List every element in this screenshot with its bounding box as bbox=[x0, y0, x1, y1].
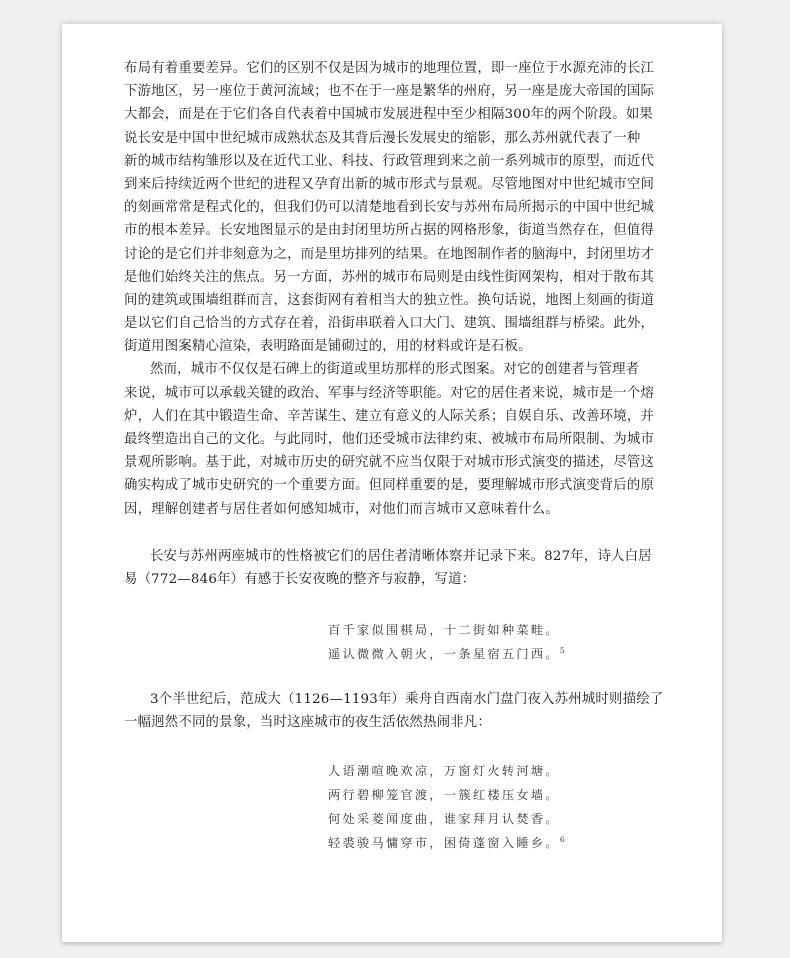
text-line: 然而，城市不仅仅是石碑上的街道或里坊那样的形式图案。对它的创建者与管理者 bbox=[150, 362, 640, 378]
text-line: 是他们始终关注的焦点。另一方面，苏州的城市布局则是由线性街网架构，相对于散布其 bbox=[124, 269, 655, 285]
text-line: 炉，人们在其中锻造生命、辛苦谋生、建立有意义的人际关系；自娱自乐、改善环境，并 bbox=[124, 408, 655, 424]
poem-line bbox=[328, 618, 565, 642]
text-line: 新的城市结构雏形以及在近代工业、科技、行政管理到来之前一系列城市的原型，而近代 bbox=[124, 153, 655, 169]
poem-line-text: 人语潮喧晚欢凉，万窗灯火转河塘。 bbox=[328, 764, 560, 778]
poem-line-text: 遥认微微入朝火，一条星宿五门西。 bbox=[328, 647, 560, 661]
text-line: 讨论的是它们并非刻意为之，而是里坊排列的结果。在地图制作者的脑海中，封闭里坊才 bbox=[124, 246, 655, 262]
text-line: 的刻画常常是程式化的，但我们仍可以清楚地看到长安与苏州布局所揭示的中国中世纪城 bbox=[124, 200, 655, 216]
text-line: 布局有着重要差异。它们的区别不仅是因为城市的地理位置，即一座位于水源充沛的长江 bbox=[124, 61, 655, 76]
text-line: 街道用图案精心渲染，表明路面是铺砌过的，用的材料或许是石板。 bbox=[124, 339, 532, 355]
poem-bai-juyi bbox=[328, 618, 565, 666]
poem-line-text: 轻裘骏马慵穿市，困倚蓬窗入睡乡。 bbox=[328, 836, 560, 850]
footnote-marker: 6 bbox=[559, 834, 565, 844]
poem-line bbox=[328, 642, 565, 666]
poem-line bbox=[328, 831, 565, 855]
poem-line-text: 两行碧柳笼官渡，一簇红楼压女墙。 bbox=[328, 788, 560, 802]
text-line: 长安与苏州两座城市的性格被它们的居住者清晰体察并记录下来。827年，诗人白居 bbox=[150, 549, 652, 564]
body-text bbox=[124, 57, 655, 521]
text-line: 来说，城市可以承载关键的政治、军事与经济等职能。对它的居住者来说，城市是一个熔 bbox=[124, 385, 655, 401]
text-line: 是以它们自己恰当的方式存在着，沿街串联着入口大门、建筑、围墙组群与桥梁。此外， bbox=[124, 316, 655, 332]
poem-line bbox=[328, 759, 565, 783]
text-line: 市的根本差异。长安地图显示的是由封闭里坊所占据的网格形象，街道当然存在，但值得 bbox=[124, 223, 655, 239]
footnote-marker: 5 bbox=[559, 645, 565, 655]
text-line: 说长安是中国中世纪城市成熟状态及其背后漫长发展史的缩影，那么苏州就代表了一种 bbox=[124, 130, 641, 146]
text-line: 下游地区，另一座位于黄河流域；也不在于一座是繁华的州府，另一座是庞大帝国的国际 bbox=[124, 84, 655, 100]
text-line: 3个半世纪后，范成大（1126—1193年）乘舟自西南水门盘门夜入苏州城时则描绘了 bbox=[150, 692, 664, 707]
book-page bbox=[62, 24, 722, 942]
text-line: 间的建筑或围墙组群而言，这套街网有着相当大的独立性。换句话说，地图上刻画的街道 bbox=[124, 292, 655, 308]
paragraph-fan-chengda bbox=[124, 688, 664, 734]
poem-fan-chengda bbox=[328, 759, 565, 855]
poem-line-text: 何处采菱闻度曲，谁家拜月认焚香。 bbox=[328, 812, 560, 826]
text-line: 易（772—846年）有感于长安夜晚的整齐与寂静，写道： bbox=[124, 572, 476, 588]
text-line: 确实构成了城市史研究的一个重要方面。但同样重要的是，要理解城市形式演变背后的原 bbox=[124, 478, 655, 494]
poem-line bbox=[328, 807, 565, 831]
poem-line-text: 百千家似围棋局，十二街如种菜畦。 bbox=[328, 623, 560, 637]
text-line: 最终塑造出自己的文化。与此同时，他们还受城市法律约束、被城市布局所限制、为城市 bbox=[124, 432, 655, 447]
text-line: 到来后持续近两个世纪的进程又孕育出新的城市形式与景观。尽管地图对中世纪城市空间 bbox=[124, 176, 655, 192]
text-line: 景观所影响。基于此，对城市历史的研究就不应当仅限于对城市形式演变的描述，尽管这 bbox=[124, 455, 655, 471]
text-line: 因，理解创建者与居住者如何感知城市，对他们而言城市又意味着什么。 bbox=[124, 501, 559, 517]
poem-line bbox=[328, 783, 565, 807]
text-line: 大都会，而是在于它们各自代表着中国城市发展进程中至少相隔300年的两个阶段。如果 bbox=[124, 107, 654, 123]
text-line: 一幅迥然不同的景象，当时这座城市的夜生活依然热闹非凡： bbox=[124, 715, 491, 731]
paragraph-changan-suzhou bbox=[124, 545, 652, 591]
